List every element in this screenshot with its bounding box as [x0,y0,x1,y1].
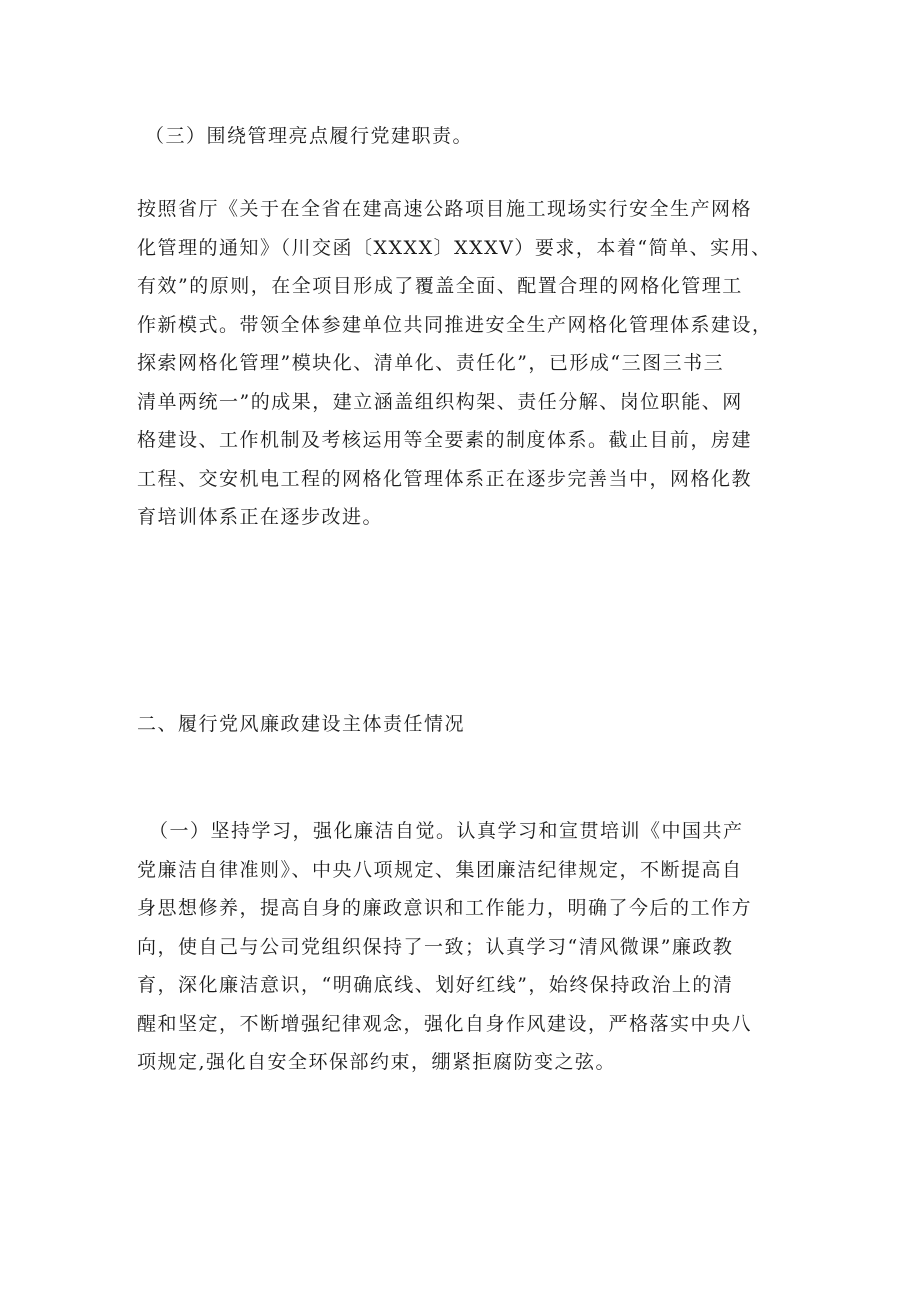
heading-text: （三）围绕管理亮点履行党建职责。 [145,125,474,147]
paragraph-line: 育，深化廉洁意识，“明确底线、划好红线”，始终保持政治上的清 [137,974,734,996]
paragraph-line: 有效”的原则，在全项目形成了覆盖全面、配置合理的网格化管理工 [137,275,743,297]
paragraph-line: 育培训体系正在逐步改进。 [137,506,384,528]
paragraph-line: 身思想修养，提高自身的廉政意识和工作能力，明确了今后的工作方 [137,897,753,919]
paragraph-grid-management [137,190,787,537]
paragraph-line: 党廉洁自律准则》、中央八项规定、集团廉洁纪律规定，不断提高自 [137,858,743,881]
section-heading-2 [137,705,787,744]
paragraph-integrity-study [137,812,787,1082]
paragraph-line: 项规定,强化自安全环保部约束，绷紧拒腐防变之弦。 [137,1051,617,1073]
paragraph-line: 化管理的通知》（川交函〔XXXX〕XXXV）要求，本着“简单、实用、 [137,236,772,259]
paragraph-line: 按照省厅《关于在全省在建高速公路项目施工现场实行安全生产网格 [137,198,753,220]
paragraph-line: 探索网格化管理”模块化、清单化、责任化”，已形成“三图三书三 [137,352,725,374]
paragraph-line: 醒和坚定，不断增强纪律观念，强化自身作风建设，严格落实中央八 [137,1012,753,1035]
paragraph-line: 向，使自己与公司党组织保持了一致；认真学习“清风微课”廉政教 [137,935,734,958]
heading-text: 二、履行党风廉政建设主体责任情况 [137,713,466,735]
section-heading-1 [137,117,787,156]
paragraph-line: （一）坚持学习，强化廉洁自觉。认真学习和宣贯培训《中国共产 [149,820,744,842]
paragraph-line: 格建设、工作机制及考核运用等全要素的制度体系。截止目前，房建 [137,429,753,451]
paragraph-line: 清单两统一”的成果，建立涵盖组织构架、责任分解、岗位职能、网 [137,390,743,413]
paragraph-line: 作新模式。带领全体参建单位共同推进安全生产网格化管理体系建设， [137,313,773,336]
paragraph-line: 工程、交安机电工程的网格化管理体系正在逐步完善当中，网格化教 [137,467,753,490]
